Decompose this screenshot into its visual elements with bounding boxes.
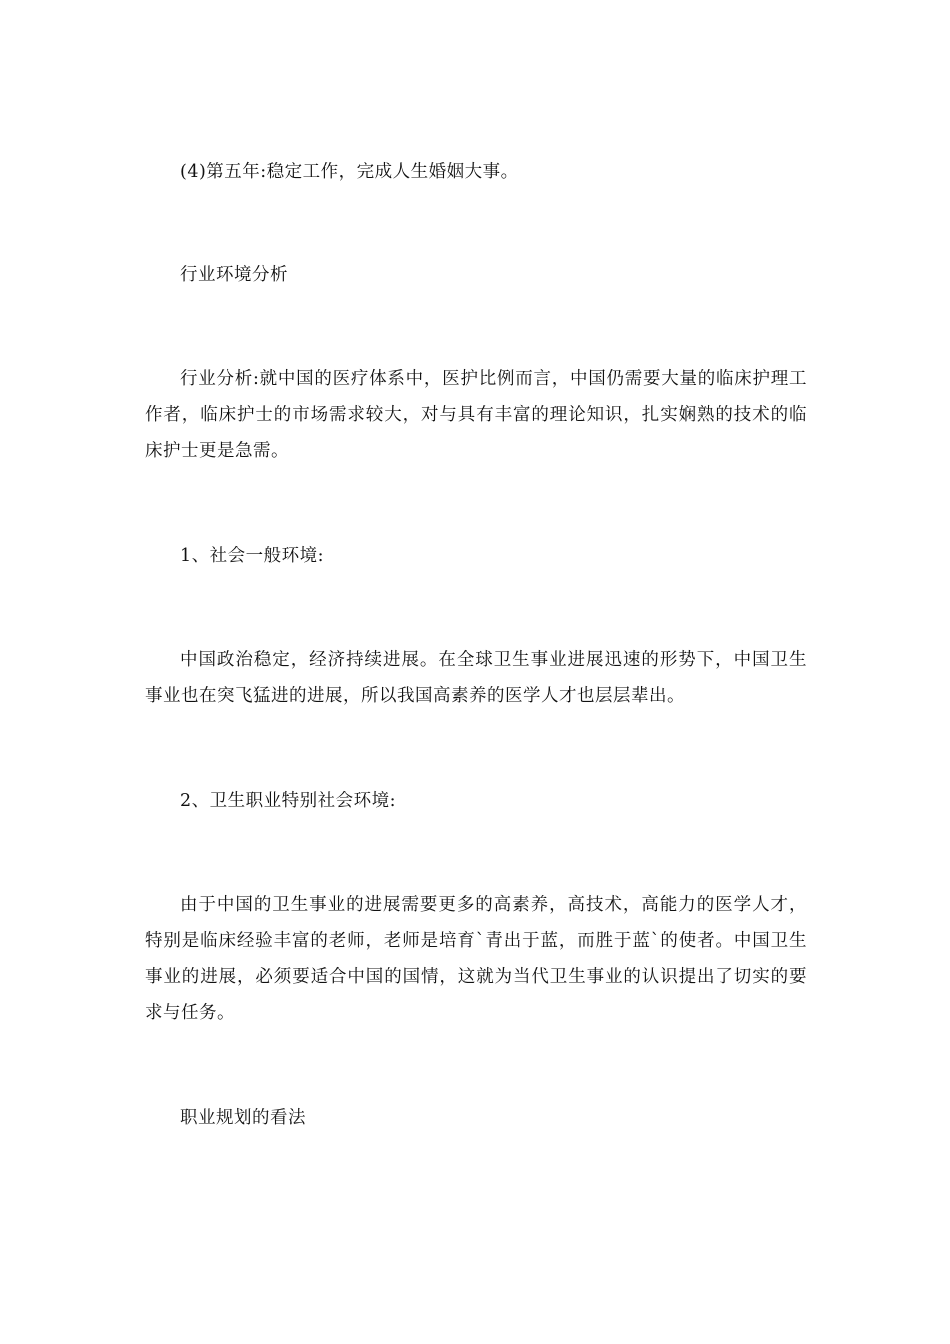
health-career-paragraph: 由于中国的卫生事业的进展需要更多的高素养，高技术，高能力的医学人才，特别是临床经验丰富的老师，老师是培育`青出于蓝，而胜于蓝`的使者。中国卫生事业的进展，必须要适合中国的国情，这就为当代卫生事业的认识提出了切实的要求与任务。 <box>145 895 807 1023</box>
social-environment-paragraph: 中国政治稳定，经济持续进展。在全球卫生事业进展迅速的形势下，中国卫生事业也在突飞猛进的进展，所以我国高素养的医学人才也层层辈出。 <box>145 650 807 706</box>
industry-analysis-paragraph: 行业分析:就中国的医疗体系中，医护比例而言，中国仍需要大量的临床护理工作者，临床护士的市场需求较大，对与具有丰富的理论知识，扎实娴熟的技术的临床护士更是急需。 <box>145 369 807 461</box>
heading-health-career-environment: 2、卫生职业特别社会环境: <box>180 791 397 811</box>
item-fifth-year: (4)第五年:稳定工作，完成人生婚姻大事。 <box>180 162 519 182</box>
heading-industry-environment: 行业环境分析 <box>180 265 288 285</box>
heading-social-environment: 1、社会一般环境: <box>180 546 325 566</box>
heading-career-planning-view: 职业规划的看法 <box>180 1108 306 1128</box>
